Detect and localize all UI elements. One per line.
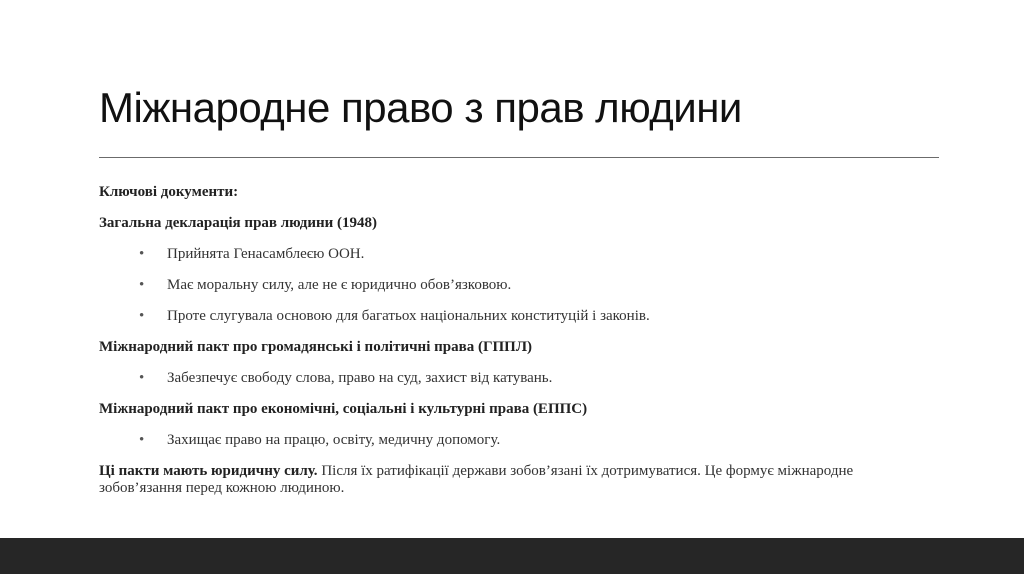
list-item bbox=[99, 432, 899, 449]
bullet-icon: • bbox=[139, 246, 145, 262]
title-divider bbox=[99, 157, 939, 158]
list-item bbox=[99, 246, 899, 263]
list-item bbox=[99, 277, 899, 294]
bullet-icon: • bbox=[139, 277, 145, 293]
list-item bbox=[99, 370, 899, 387]
icescr-heading: Міжнародний пакт про економічні, соціальні і культурні права (ЕППС) bbox=[99, 401, 588, 417]
conclusion-paragraph bbox=[99, 463, 899, 497]
list-item-text: Проте слугувала основою для багатьох національних конституцій і законів. bbox=[167, 308, 650, 324]
conclusion-text: Після їх ратифікації держави зобов’язані їх дотримуватися. Це формує міжнародне зобов’язання перед кожною людиною. bbox=[99, 463, 854, 496]
slide-body bbox=[99, 184, 899, 497]
bullet-icon: • bbox=[139, 432, 145, 448]
key-documents-label: Ключові документи: bbox=[99, 184, 239, 200]
list-item-text: Прийнята Генасамблеєю ООН. bbox=[167, 246, 365, 262]
list-item bbox=[99, 308, 899, 325]
list-item-text: Захищає право на працю, освіту, медичну допомогу. bbox=[167, 432, 501, 448]
footer-bar bbox=[0, 538, 1024, 574]
list-item-text: Має моральну силу, але не є юридично обов’язковою. bbox=[167, 277, 512, 293]
bullet-icon: • bbox=[139, 308, 145, 324]
slide-title: Міжнародне право з прав людини bbox=[99, 84, 742, 131]
udhr-heading: Загальна декларація прав людини (1948) bbox=[99, 215, 378, 231]
conclusion-emphasis: Ці пакти мають юридичну силу. bbox=[99, 463, 318, 479]
iccpr-heading: Міжнародний пакт про громадянські і політичні права (ГППЛ) bbox=[99, 339, 532, 355]
bullet-icon: • bbox=[139, 370, 145, 386]
list-item-text: Забезпечує свободу слова, право на суд, захист від катувань. bbox=[167, 370, 553, 386]
